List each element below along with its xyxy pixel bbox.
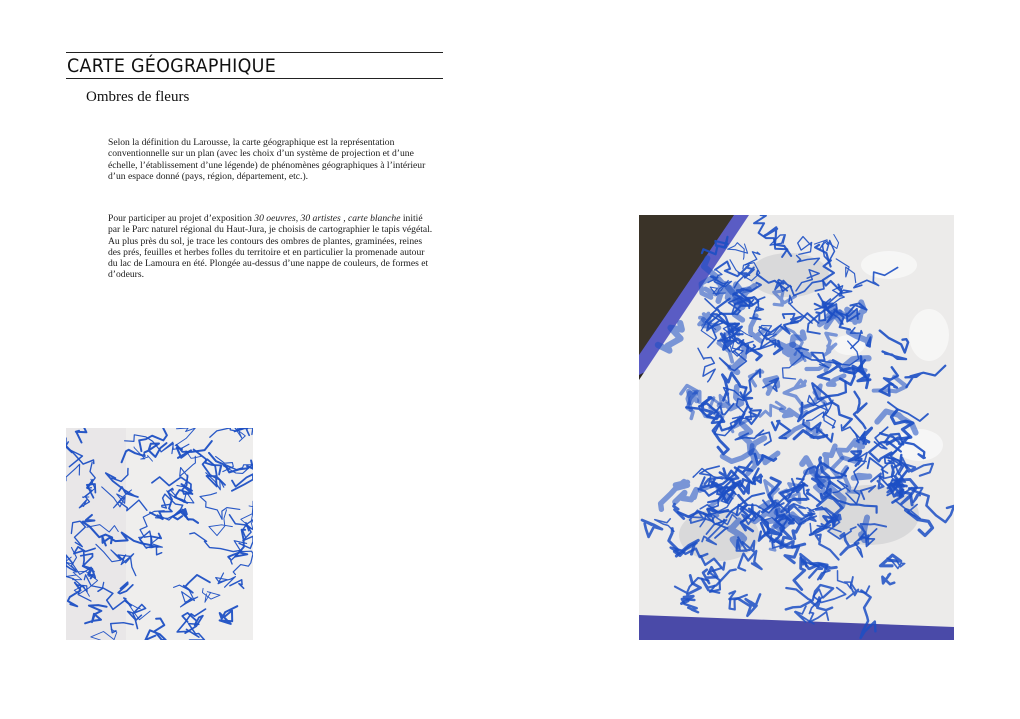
drawing-stroke (854, 476, 870, 478)
project-paragraph (108, 213, 433, 281)
project-title: 30 oeuvres, 30 artistes , carte blanche (254, 213, 401, 224)
project-paragraph-rest: initié par le Parc naturel régional du Haut-Jura, je choisis de cartographier le tapis végétal. Au plus près du sol, je trace les contours des ombres de plantes, graminées, reines des prés, feuilles et herbes folles du territoire et en particulier la promenade autour du lac de Lamoura en été. Plongée au-dessus d’une nappe de couleurs, de formes et d’odeurs. (108, 213, 433, 281)
project-paragraph-intro: Pour participer au projet d’exposition (108, 213, 255, 224)
blue-line-drawing-closeup-photo (66, 428, 253, 640)
blue-drawing-on-board-photo (639, 215, 954, 640)
page-subtitle: Ombres de fleurs (86, 89, 190, 105)
title-rule-bottom (66, 78, 443, 79)
drawing-stroke (859, 368, 866, 373)
definition-paragraph: Selon la définition du Larousse, la carte géographique est la représentation conventionnelle sur un plan (avec les choix d’un système de projection et d’une échelle, l’établissement d’une légende) de phénomènes géographiques à l’intérieur d’un espace donné (pays, région, département, etc.). (108, 137, 426, 182)
board-drawing-image (639, 215, 954, 640)
closeup-drawing-image (66, 428, 253, 640)
title-rule-top (66, 52, 443, 53)
page-title: CARTE GÉOGRAPHIQUE (67, 55, 277, 77)
